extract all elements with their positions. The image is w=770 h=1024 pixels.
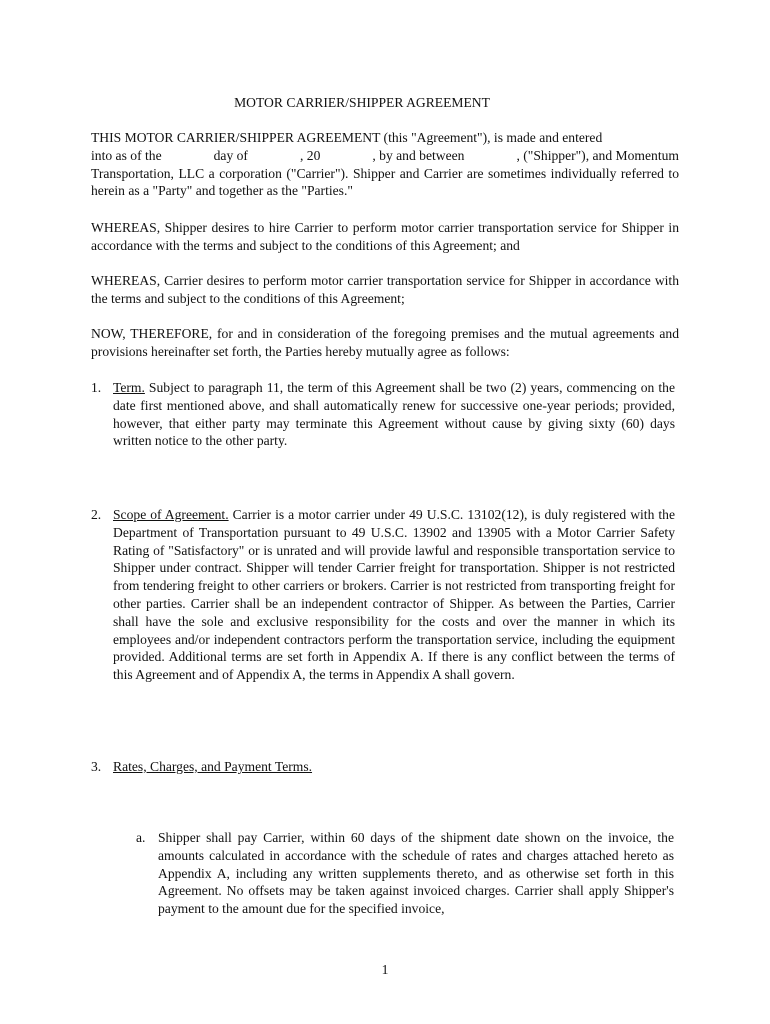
page-number: 1: [381, 962, 389, 977]
whereas-paragraph-1: WHEREAS, Shipper desires to hire Carrier to perform motor carrier transportation service for Shipper in accordance with the terms and subject to the conditions of this Agreement; and: [91, 220, 679, 253]
subsection-a-label: a.: [136, 830, 146, 845]
intro-line-2: [91, 147, 679, 165]
section-1-text: Subject to paragraph 11, the term of this Agreement shall be two (2) years, commencing on the date first mentioned above, and shall automatically renew for successive one-year periods; provided, however, that either party may terminate this Agreement without cause by giving sixty (60) days written notice to the other party.: [113, 380, 675, 449]
intro-date-label: into as of the: [91, 147, 162, 163]
section-1-body: [113, 379, 675, 450]
section-3-heading: Rates, Charges, and Payment Terms.: [113, 759, 313, 774]
section-2-number: 2.: [91, 507, 102, 522]
section-2-text: Carrier is a motor carrier under 49 U.S.C. 13102(12), is duly registered with the Department of Transportation pursuant to 49 U.S.C. 13902 and 13905 with a Motor Carrier Safety Rating of "Satisfactory" or is unrated and will provide lawful and responsible transportation service to Shipper under contract. Shipper will tender Carrier freight for transportation. Shipper is not restricted from tendering freight to other carriers or brokers. Carrier is not restricted from transporting freight for other parties. Carrier shall be an independent contractor of Shipper. As between the Parties, Carrier shall have the sole and exclusive responsibility for the costs and over the manner in which its employees and/or independent contractors perform the transportation service, including the equipment provided. Additional terms are set forth in Appendix A. If there is any conflict between the terms of this Agreement and of Appendix A, the terms in Appendix A shall govern.: [113, 507, 675, 683]
section-3-body: [113, 758, 675, 776]
intro-line-1: THIS MOTOR CARRIER/SHIPPER AGREEMENT (this "Agreement"), is made and entered: [91, 130, 603, 145]
subsection-a-text: Shipper shall pay Carrier, within 60 days of the shipment date shown on the invoice, the amounts calculated in accordance with the schedule of rates and charges attached hereto as Appendix A, including any written supplements thereto, and as otherwise set forth in this Agreement. No offsets may be taken against invoiced charges. Carrier shall apply Shipper's payment to the amount due for the specified invoice,: [158, 830, 674, 917]
section-2-heading: Scope of Agreement.: [113, 507, 229, 522]
intro-shipper-label: , ("Shipper"), and Momentum: [516, 147, 679, 163]
section-1-number: 1.: [91, 380, 102, 395]
intro-between-label: , by and between: [372, 147, 465, 163]
section-1-heading: Term.: [113, 380, 145, 395]
document-title: MOTOR CARRIER/SHIPPER AGREEMENT: [234, 95, 490, 110]
section-3-number: 3.: [91, 759, 102, 774]
section-2-body: [113, 506, 675, 684]
intro-rest: Transportation, LLC a corporation ("Carrier"). Shipper and Carrier are sometimes individually referred to herein as a "Party" and together as the "Parties.": [91, 165, 679, 199]
intro-day-label: day of: [213, 147, 248, 163]
intro-year-label: , 20: [299, 147, 321, 163]
now-therefore-paragraph: NOW, THEREFORE, for and in consideration of the foregoing premises and the mutual agreements and provisions hereinafter set forth, the Parties hereby mutually agree as follows:: [91, 326, 679, 359]
intro-paragraph: [91, 129, 679, 200]
whereas-paragraph-2: WHEREAS, Carrier desires to perform motor carrier transportation service for Shipper in accordance with the terms and subject to the conditions of this Agreement;: [91, 273, 679, 306]
